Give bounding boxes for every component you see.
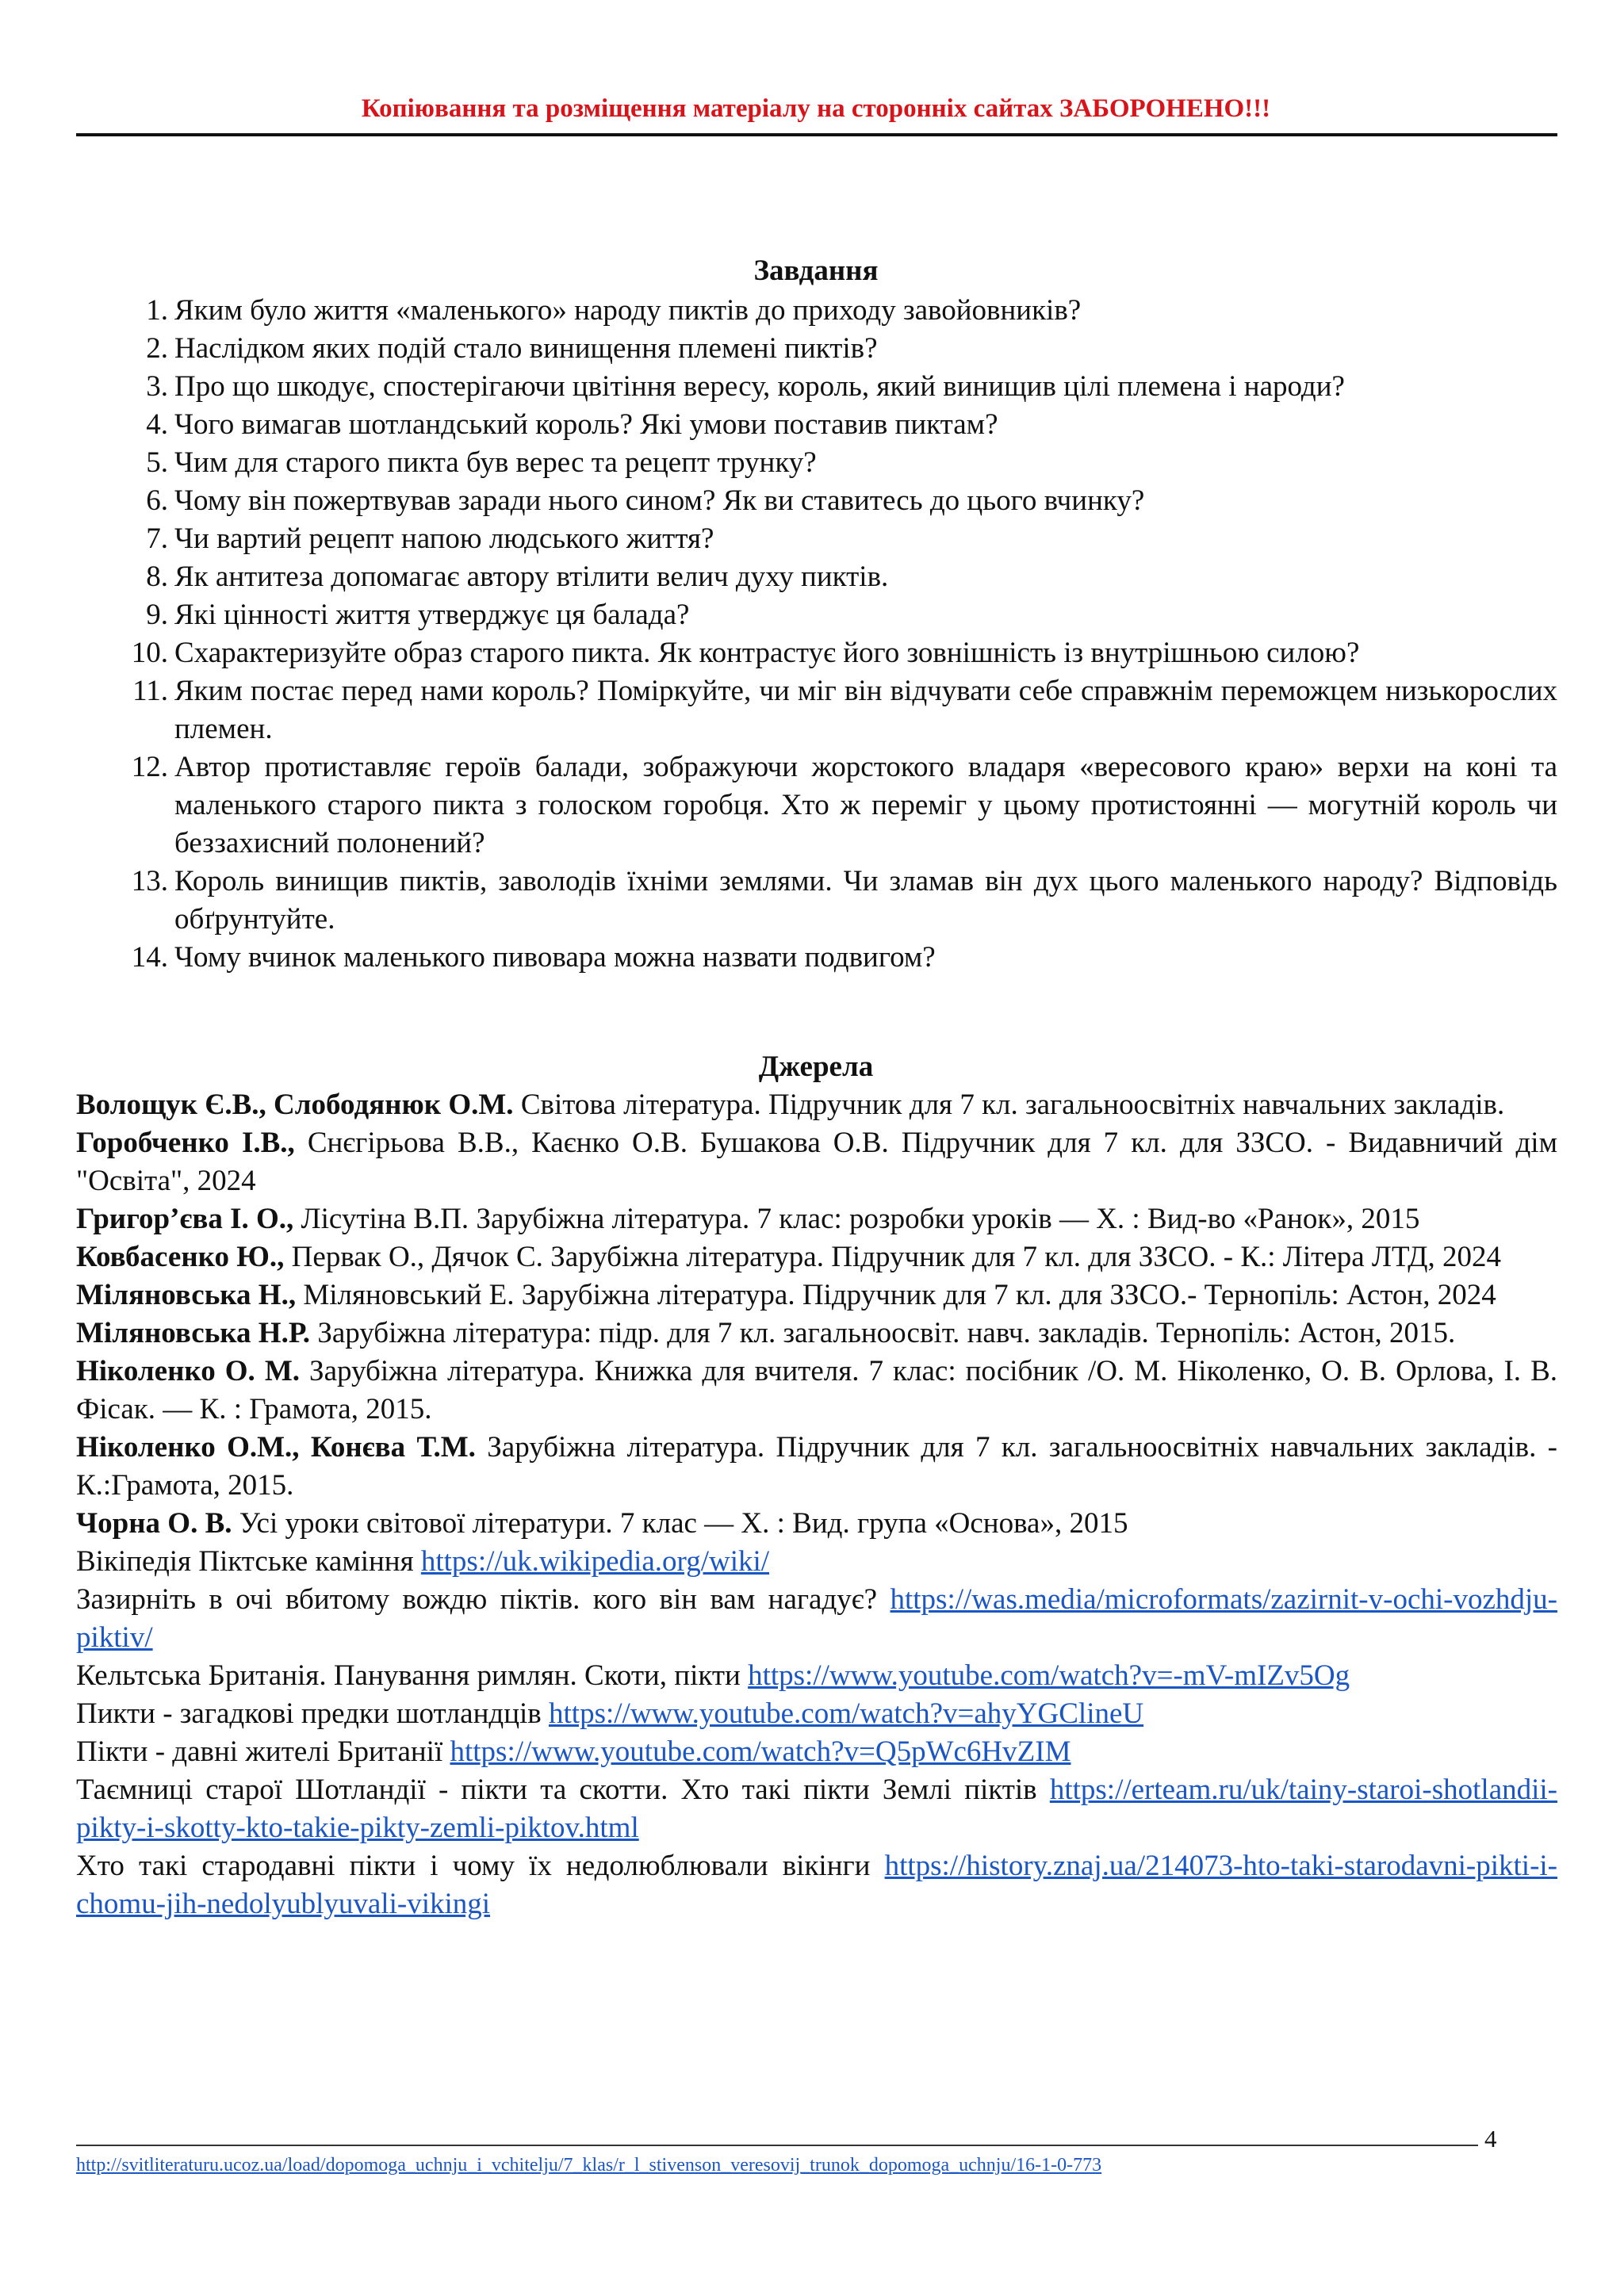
task-item bbox=[76, 672, 1557, 748]
task-number: 13. bbox=[131, 865, 168, 897]
task-text: Автор протиставляє героїв балади, зображуючи жорстокого владаря «вересового краю» верхи на коні та маленького старого пикта з голоском горобця. Хто ж переміг у цьому протистоянні — могутній король чи беззахисний полонений? bbox=[174, 751, 1557, 859]
source-link-entry bbox=[76, 1695, 1557, 1733]
task-number: 7. bbox=[146, 522, 168, 555]
task-text: Які цінності життя утверджує ця балада? bbox=[174, 599, 690, 631]
task-item bbox=[76, 596, 1557, 634]
source-text: Зарубіжна література. Книжка для вчителя. 7 клас: посібник /О. М. Ніколенко, О. В. Орлова, І. В. Фісак. — К. : Грамота, 2015. bbox=[76, 1355, 1557, 1425]
task-text: Схарактеризуйте образ старого пикта. Як контрастує його зовнішність із внутрішньою силою? bbox=[174, 637, 1360, 669]
task-text: Чим для старого пикта був верес та рецепт трунку? bbox=[174, 446, 817, 479]
source-link-label: Пікти - давні жителі Британії bbox=[76, 1735, 450, 1768]
source-link-label: Хто такі стародавні пікти і чому їх недолюблювали вікінги bbox=[76, 1850, 885, 1882]
source-text: Світова література. Підручник для 7 кл. загальноосвітніх навчальних закладів. bbox=[513, 1089, 1505, 1121]
task-item bbox=[76, 406, 1557, 444]
source-link[interactable]: https://www.youtube.com/watch?v=-mV-mIZv5Og bbox=[748, 1659, 1350, 1692]
task-text: Як антитеза допомагає автору втілити велич духу пиктів. bbox=[174, 561, 889, 593]
task-text: Чому вчинок маленького пивовара можна назвати подвигом? bbox=[174, 941, 936, 974]
task-number: 2. bbox=[146, 332, 168, 365]
task-number: 1. bbox=[146, 294, 168, 327]
footer-divider bbox=[76, 2145, 1478, 2146]
source-link[interactable]: https://uk.wikipedia.org/wiki/ bbox=[420, 1545, 770, 1578]
source-entry bbox=[76, 1086, 1557, 1124]
source-author: Волощук Є.В., Слободянюк О.М. bbox=[76, 1089, 514, 1121]
source-author: Ніколенко О.М., Конєва Т.М. bbox=[76, 1431, 476, 1464]
tasks-list bbox=[76, 292, 1557, 977]
task-item bbox=[76, 939, 1557, 977]
task-item bbox=[76, 444, 1557, 482]
task-number: 14. bbox=[131, 941, 168, 974]
source-link-entry bbox=[76, 1771, 1557, 1847]
source-entry bbox=[76, 1429, 1557, 1505]
task-text: Про що шкодує, спостерігаючи цвітіння вересу, король, який винищив цілі племена і народи? bbox=[174, 370, 1345, 403]
task-item bbox=[76, 634, 1557, 672]
source-text: Лісутіна В.П. Зарубіжна література. 7 клас: розробки уроків — Х. : Вид-во «Ранок», 2015 bbox=[293, 1203, 1420, 1235]
task-number: 9. bbox=[146, 599, 168, 631]
task-number: 4. bbox=[146, 408, 168, 441]
task-item bbox=[76, 292, 1557, 330]
task-text: Наслідком яких подій стало винищення племені пиктів? bbox=[174, 332, 878, 365]
source-author: Міляновська Н.Р. bbox=[76, 1317, 311, 1349]
source-author: Чорна О. В. bbox=[76, 1507, 232, 1540]
source-entry bbox=[76, 1124, 1557, 1200]
task-number: 10. bbox=[131, 637, 168, 669]
source-link-label: Вікіпедія Піктське каміння bbox=[76, 1545, 421, 1578]
task-text: Чого вимагав шотландський король? Які умови поставив пиктам? bbox=[174, 408, 998, 441]
task-number: 5. bbox=[146, 446, 168, 479]
source-entry bbox=[76, 1238, 1557, 1276]
task-text: Чи вартий рецепт напою людського життя? bbox=[174, 522, 714, 555]
source-link-label: Зазирніть в очі вбитому вождю піктів. кого він вам нагадує? bbox=[76, 1583, 891, 1616]
page-number: 4 bbox=[1484, 2125, 1497, 2152]
task-number: 6. bbox=[146, 484, 168, 517]
source-link-label: Таємниці старої Шотландії - пікти та скотти. Хто такі пікти Землі піктів bbox=[76, 1774, 1050, 1806]
sources-title: Джерела bbox=[758, 1050, 874, 1083]
source-entry bbox=[76, 1353, 1557, 1429]
copyright-warning: Копіювання та розміщення матеріалу на сторонніх сайтах ЗАБОРОНЕНО!!! bbox=[361, 94, 1271, 123]
source-entry bbox=[76, 1314, 1557, 1353]
task-text: Яким було життя «маленького» народу пиктів до приходу завойовників? bbox=[174, 294, 1082, 327]
source-author: Ковбасенко Ю., bbox=[76, 1241, 285, 1273]
source-link[interactable]: https://was.media/microformats/zazirnit-v-ochi-vozhdju-piktiv/ bbox=[76, 1583, 1557, 1654]
task-number: 11. bbox=[132, 675, 168, 707]
task-number: 3. bbox=[146, 370, 168, 403]
task-item bbox=[76, 368, 1557, 406]
source-author: Горобченко І.В., bbox=[76, 1127, 295, 1159]
task-item bbox=[76, 330, 1557, 368]
task-number: 8. bbox=[146, 561, 168, 593]
source-link-label: Кельтська Британія. Панування римлян. Скоти, пікти bbox=[76, 1659, 749, 1692]
source-text: Зарубіжна література: підр. для 7 кл. загальноосвіт. навч. закладів. Тернопіль: Астон, 2015. bbox=[310, 1317, 1456, 1349]
source-text: Зарубіжна література. Підручник для 7 кл. загальноосвітніх навчальних закладів. - К.:Грамота, 2015. bbox=[76, 1431, 1558, 1502]
task-text: Яким постає перед нами король? Поміркуйте, чи міг він відчувати себе справжнім переможцем низькорослих племен. bbox=[174, 675, 1557, 745]
footer-source-link[interactable]: http://svitliteraturu.ucoz.ua/load/dopomoga_uchnju_i_vchitelju/7_klas/r_l_stivenson_veresovij_trunok_dopomoga_uchnju/16-1-0-773 bbox=[76, 2155, 1102, 2175]
sources-list bbox=[76, 1086, 1557, 1923]
source-link[interactable]: https://www.youtube.com/watch?v=Q5pWc6HvZIM bbox=[450, 1735, 1071, 1768]
task-text: Король винищив пиктів, заволодів їхніми землями. Чи зламав він дух цього маленького народу? Відповідь обґрунтуйте. bbox=[174, 865, 1557, 936]
source-entry bbox=[76, 1505, 1557, 1543]
header-divider bbox=[76, 133, 1557, 136]
source-entry bbox=[76, 1276, 1557, 1314]
source-text: Снєгірьова В.В., Каєнко О.В. Бушакова О.В. Підручник для 7 кл. для ЗЗСО. - Видавничий дім "Освіта", 2024 bbox=[76, 1127, 1557, 1197]
task-text: Чому він пожертвував заради нього сином? Як ви ставитесь до цього вчинку? bbox=[174, 484, 1145, 517]
source-text: Міляновський Е. Зарубіжна література. Підручник для 7 кл. для ЗЗСО.- Тернопіль: Астон, 2024 bbox=[296, 1279, 1496, 1311]
task-item bbox=[76, 482, 1557, 520]
source-link-entry bbox=[76, 1581, 1557, 1657]
tasks-title: Завдання bbox=[753, 254, 879, 287]
source-link[interactable]: https://history.znaj.ua/214073-hto-taki-starodavni-pikti-i-chomu-jih-nedolyublyuvali-vikingi bbox=[76, 1850, 1557, 1920]
source-author: Ніколенко О. М. bbox=[76, 1355, 300, 1387]
source-link-label: Пикти - загадкові предки шотландців bbox=[76, 1697, 550, 1730]
source-text: Усі уроки світової літератури. 7 клас — Х. : Вид. група «Основа», 2015 bbox=[232, 1507, 1128, 1540]
source-link-entry bbox=[76, 1847, 1557, 1923]
source-link[interactable]: https://erteam.ru/uk/tainy-staroi-shotlandii-pikty-i-skotty-kto-takie-pikty-zemli-piktov.html bbox=[76, 1774, 1557, 1844]
source-link[interactable]: https://www.youtube.com/watch?v=ahyYGClineU bbox=[549, 1697, 1144, 1730]
source-entry bbox=[76, 1200, 1557, 1238]
task-item bbox=[76, 748, 1557, 863]
source-text: Первак О., Дячок С. Зарубіжна література. Підручник для 7 кл. для ЗЗСО. - К.: Літера ЛТД, 2024 bbox=[284, 1241, 1502, 1273]
source-author: Григор’єва І. О., bbox=[76, 1203, 294, 1235]
task-item bbox=[76, 558, 1557, 596]
source-link-entry bbox=[76, 1657, 1557, 1695]
task-item bbox=[76, 520, 1557, 558]
source-link-entry bbox=[76, 1543, 1557, 1581]
task-number: 12. bbox=[131, 751, 168, 783]
task-item bbox=[76, 863, 1557, 939]
source-author: Міляновська Н., bbox=[76, 1279, 297, 1311]
source-link-entry bbox=[76, 1733, 1557, 1771]
